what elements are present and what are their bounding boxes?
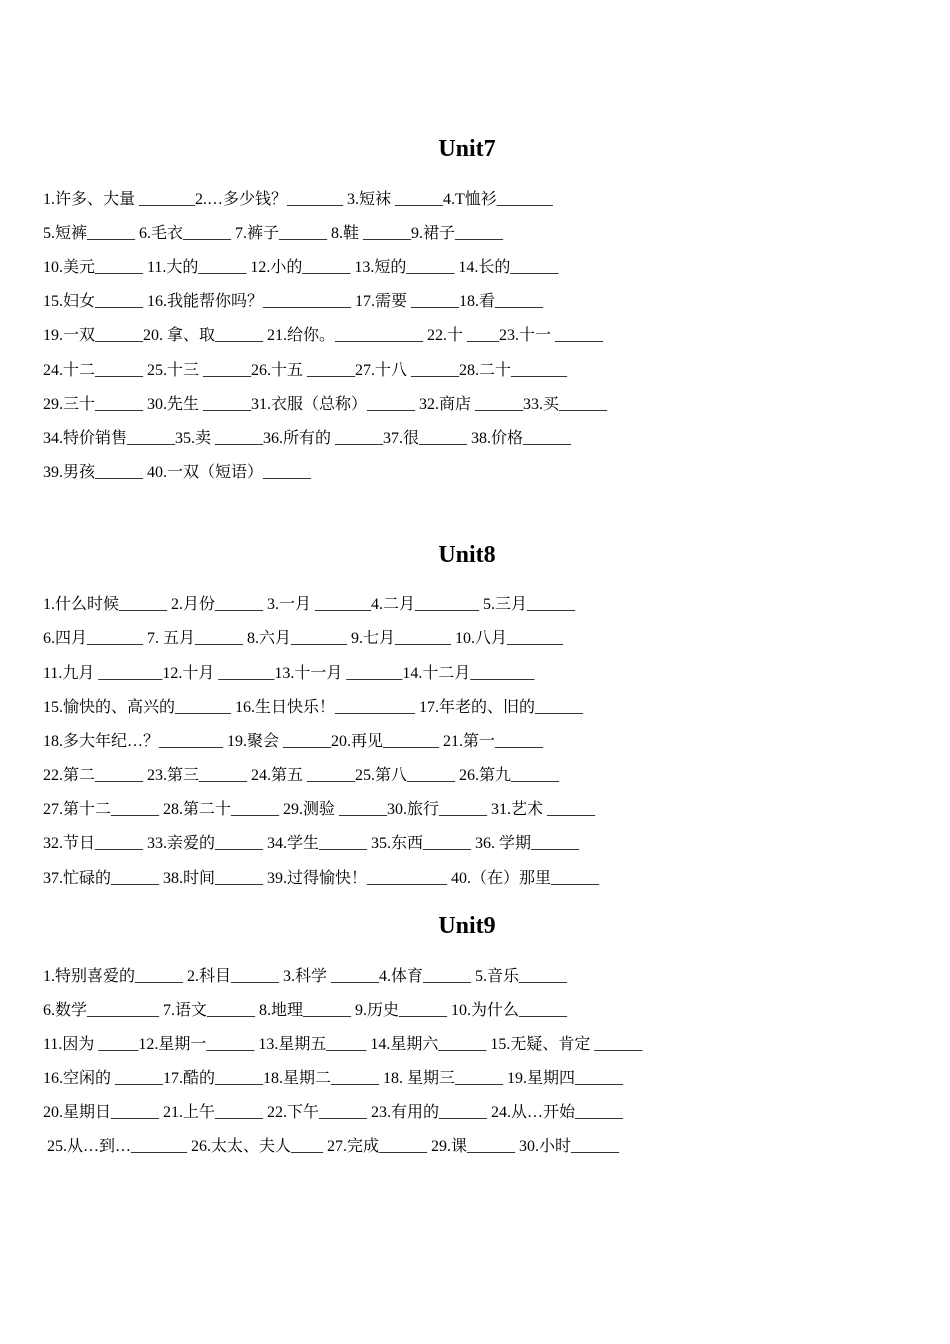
vocabulary-line: 16.空闲的 ______17.酷的______18.星期二______ 18. 星期三______ 19.星期四______ — [43, 1070, 624, 1087]
vocabulary-line: 27.第十二______ 28.第二十______ 29.测验 ______30.旅行______ 31.艺术 ______ — [43, 801, 596, 818]
vocabulary-line: 34.特价销售______35.卖 ______36.所有的 ______37.很______ 38.价格______ — [43, 430, 572, 447]
unit9-title: Unit9 — [438, 913, 496, 939]
vocabulary-line: 29.三十______ 30.先生 ______31.衣服（总称）______ 32.商店 ______33.买______ — [43, 396, 608, 413]
vocabulary-line: 18.多大年纪…？________ 19.聚会 ______20.再见_______ 21.第一______ — [43, 733, 544, 750]
vocabulary-line: 10.美元______ 11.大的______ 12.小的______ 13.短的______ 14.长的______ — [43, 259, 559, 276]
vocabulary-line: 15.妇女______ 16.我能帮你吗？___________ 17.需要 ______18.看______ — [43, 293, 544, 310]
vocabulary-line: 1.什么时候______ 2.月份______ 3.一月 _______4.二月________ 5.三月______ — [43, 596, 576, 613]
unit8-title: Unit8 — [438, 542, 496, 568]
vocabulary-line: 19.一双______20. 拿、取______ 21.给你。___________ 22.十 ____23.十一 ______ — [43, 327, 604, 344]
vocabulary-line: 20.星期日______ 21.上午______ 22.下午______ 23.有用的______ 24.从…开始______ — [43, 1104, 624, 1121]
vocabulary-line: 25.从…到…_______ 26.太太、夫人____ 27.完成______ 29.课______ 30.小时______ — [43, 1138, 620, 1155]
vocabulary-line: 24.十二______ 25.十三 ______26.十五 ______27.十八 ______28.二十_______ — [43, 362, 568, 379]
vocabulary-line: 1.许多、大量 _______2.…多少钱？_______ 3.短袜 ______4.T恤衫_______ — [43, 191, 553, 208]
vocabulary-line: 11.九月 ________12.十月 _______13.十一月 _______14.十二月________ — [43, 665, 535, 682]
vocabulary-line: 1.特别喜爱的______ 2.科目______ 3.科学 ______4.体育______ 5.音乐______ — [43, 968, 568, 985]
vocabulary-line: 6.数学_________ 7.语文______ 8.地理______ 9.历史______ 10.为什么______ — [43, 1002, 568, 1019]
vocabulary-line: 39.男孩______ 40.一双（短语）______ — [43, 464, 312, 481]
vocabulary-line: 11.因为 _____12.星期一______ 13.星期五_____ 14.星期六______ 15.无疑、肯定 ______ — [43, 1036, 643, 1053]
vocabulary-line: 5.短裤______ 6.毛衣______ 7.裤子______ 8.鞋 ______9.裙子______ — [43, 225, 504, 242]
vocabulary-line: 22.第二______ 23.第三______ 24.第五 ______25.第八______ 26.第九______ — [43, 767, 560, 784]
vocabulary-line: 6.四月_______ 7. 五月______ 8.六月_______ 9.七月_______ 10.八月_______ — [43, 630, 564, 647]
vocabulary-line: 37.忙碌的______ 38.时间______ 39.过得愉快！__________ 40.（在）那里______ — [43, 870, 600, 887]
unit7-title: Unit7 — [438, 136, 496, 162]
vocabulary-line: 32.节日______ 33.亲爱的______ 34.学生______ 35.东西______ 36. 学期______ — [43, 835, 580, 852]
vocabulary-line: 15.愉快的、高兴的_______ 16.生日快乐！__________ 17.年老的、旧的______ — [43, 699, 584, 716]
